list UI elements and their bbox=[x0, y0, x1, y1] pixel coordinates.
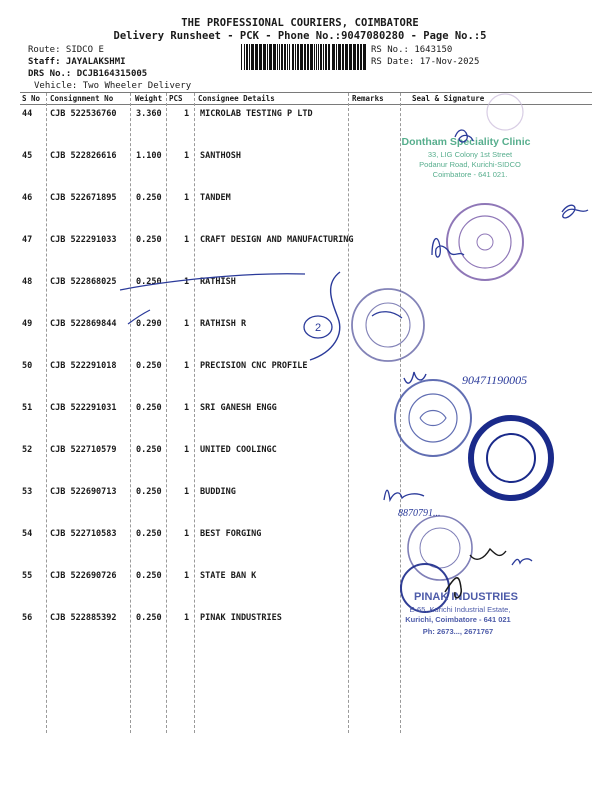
barcode-bar bbox=[328, 44, 330, 70]
barcode-bar bbox=[320, 44, 322, 70]
row-pcs: 1 bbox=[184, 151, 190, 161]
barcode-bar bbox=[284, 44, 286, 70]
barcode-bar bbox=[300, 44, 303, 70]
barcode-bar bbox=[289, 44, 290, 70]
barcode-bar bbox=[263, 44, 266, 70]
barcode-bar bbox=[241, 44, 242, 70]
table-row bbox=[0, 529, 600, 571]
barcode-bar bbox=[318, 44, 319, 70]
barcode-bar bbox=[269, 44, 272, 70]
vehicle-label: Vehicle: Two Wheeler Delivery bbox=[34, 81, 192, 91]
col-header-pcs: PCS bbox=[169, 94, 183, 103]
row-weight: 0.250 bbox=[136, 529, 162, 539]
barcode-bar bbox=[338, 44, 341, 70]
clinic-stamp-addr1: 33, LIG Colony 1st Street bbox=[427, 150, 513, 159]
clinic-stamp-addr2: Podanur Road, Kurichi-SIDCO bbox=[419, 160, 521, 169]
row-pcs: 1 bbox=[184, 235, 190, 245]
barcode-bar bbox=[273, 44, 276, 70]
rs-date: RS Date: 17-Nov-2025 bbox=[371, 57, 480, 67]
pinak-stamp-phone: Ph: 2673..., 2671767 bbox=[422, 627, 494, 636]
row-sno: 48 bbox=[22, 277, 33, 287]
barcode-bar bbox=[314, 44, 315, 70]
barcode-bar bbox=[316, 44, 317, 70]
barcode-bar bbox=[249, 44, 250, 70]
clinic-stamp-addr3: Coimbatore - 641 021. bbox=[432, 170, 508, 179]
barcode-bar bbox=[336, 44, 337, 70]
row-consignment-no: CJB 522291018 bbox=[50, 361, 117, 371]
row-sno: 52 bbox=[22, 445, 33, 455]
table-row bbox=[0, 319, 600, 361]
row-consignee: RATHISH bbox=[200, 277, 236, 287]
row-consignment-no: CJB 522710579 bbox=[50, 445, 117, 455]
row-weight: 3.360 bbox=[136, 109, 162, 119]
row-pcs: 1 bbox=[184, 487, 190, 497]
row-pcs: 1 bbox=[184, 529, 190, 539]
row-pcs: 1 bbox=[184, 613, 190, 623]
row-pcs: 1 bbox=[184, 319, 190, 329]
row-weight: 0.250 bbox=[136, 235, 162, 245]
row-consignee: TANDEM bbox=[200, 193, 231, 203]
barcode-bar bbox=[281, 44, 283, 70]
row-weight: 0.250 bbox=[136, 445, 162, 455]
barcode-bar bbox=[332, 44, 335, 70]
row-sno: 50 bbox=[22, 361, 33, 371]
table-row bbox=[0, 361, 600, 403]
row-consignment-no: CJB 522868025 bbox=[50, 277, 117, 287]
barcode-bar bbox=[310, 44, 313, 70]
row-sno: 45 bbox=[22, 151, 33, 161]
row-weight: 1.100 bbox=[136, 151, 162, 161]
row-sno: 49 bbox=[22, 319, 33, 329]
row-weight: 0.250 bbox=[136, 613, 162, 623]
barcode-bar bbox=[357, 44, 359, 70]
drs-label: DRS No.: DCJB164315005 bbox=[28, 69, 148, 79]
pinak-stamp-addr1: E-65, Kurichi Industrial Estate, bbox=[409, 605, 511, 614]
col-header-consignee: Consignee Details bbox=[198, 94, 275, 103]
row-sno: 51 bbox=[22, 403, 33, 413]
barcode-bar bbox=[345, 44, 348, 70]
barcode-bar bbox=[353, 44, 356, 70]
row-consignee: BUDDING bbox=[200, 487, 236, 497]
row-consignee: PRECISION CNC PROFILE bbox=[200, 361, 308, 371]
col-header-remarks: Remarks bbox=[352, 94, 384, 103]
row-consignment-no: CJB 522291031 bbox=[50, 403, 117, 413]
row-weight: 0.290 bbox=[136, 319, 162, 329]
table-header-rule bbox=[20, 104, 592, 105]
row-pcs: 1 bbox=[184, 445, 190, 455]
row-pcs: 1 bbox=[184, 403, 190, 413]
row-consignment-no: CJB 522291033 bbox=[50, 235, 117, 245]
row-pcs: 1 bbox=[184, 193, 190, 203]
barcode-bar bbox=[349, 44, 352, 70]
row-pcs: 1 bbox=[184, 277, 190, 287]
barcode-bar bbox=[251, 44, 254, 70]
pinak-stamp-name: PINAK INDUSTRIES bbox=[414, 591, 518, 603]
row-sno: 53 bbox=[22, 487, 33, 497]
barcode-bar bbox=[363, 44, 366, 70]
runsheet-subtitle: Delivery Runsheet - PCK - Phone No.:9047080280 - Page No.:5 bbox=[113, 30, 487, 42]
table-row bbox=[0, 235, 600, 277]
route-label: Route: SIDCO E bbox=[28, 45, 104, 55]
barcode-bar bbox=[267, 44, 268, 70]
row-consignee: SRI GANESH ENGG bbox=[200, 403, 277, 413]
row-consignment-no: CJB 522536760 bbox=[50, 109, 117, 119]
barcode-bar bbox=[259, 44, 262, 70]
table-row bbox=[0, 571, 600, 613]
table-row bbox=[0, 445, 600, 487]
table-row bbox=[0, 277, 600, 319]
row-consignment-no: CJB 522690726 bbox=[50, 571, 117, 581]
barcode-bar bbox=[295, 44, 296, 70]
clinic-stamp-name: Dontham Speciality Clinic bbox=[401, 136, 531, 148]
col-header-weight: Weight bbox=[135, 94, 163, 103]
row-consignment-no: CJB 522671895 bbox=[50, 193, 117, 203]
table-row bbox=[0, 403, 600, 445]
row-consignee: PINAK INDUSTRIES bbox=[200, 613, 282, 623]
row-weight: 0.250 bbox=[136, 487, 162, 497]
row-sno: 47 bbox=[22, 235, 33, 245]
barcode bbox=[241, 44, 367, 70]
rs-number: RS No.: 1643150 bbox=[371, 45, 453, 55]
barcode-bar bbox=[304, 44, 306, 70]
row-sno: 44 bbox=[22, 109, 33, 119]
handwritten-phone-50: 90471190005 bbox=[462, 373, 528, 387]
barcode-bar bbox=[244, 44, 245, 70]
barcode-bar bbox=[360, 44, 362, 70]
barcode-bar bbox=[255, 44, 258, 70]
row-weight: 0.250 bbox=[136, 277, 162, 287]
row-weight: 0.250 bbox=[136, 403, 162, 413]
barcode-bar bbox=[292, 44, 294, 70]
table-row bbox=[0, 487, 600, 529]
table-top-rule bbox=[20, 92, 592, 93]
table-row bbox=[0, 109, 600, 151]
company-title: THE PROFESSIONAL COURIERS, COIMBATORE bbox=[181, 17, 419, 29]
barcode-bar bbox=[246, 44, 248, 70]
row-consignee: SANTHOSH bbox=[200, 151, 241, 161]
row-consignment-no: CJB 522690713 bbox=[50, 487, 117, 497]
row-consignee: STATE BAN K bbox=[200, 571, 257, 581]
row-weight: 0.250 bbox=[136, 193, 162, 203]
row-consignment-no: CJB 522710583 bbox=[50, 529, 117, 539]
pinak-stamp-addr2: Kurichi, Coimbatore - 641 021 bbox=[405, 615, 511, 624]
row-consignee: UNITED COOLINGC bbox=[200, 445, 277, 455]
barcode-bar bbox=[325, 44, 327, 70]
handwritten-phone-53: 8870791... bbox=[398, 508, 441, 519]
barcode-bar bbox=[323, 44, 324, 70]
row-weight: 0.250 bbox=[136, 361, 162, 371]
table-row bbox=[0, 193, 600, 235]
table-row bbox=[0, 151, 600, 193]
barcode-bar bbox=[277, 44, 278, 70]
col-header-sno: S No bbox=[22, 94, 41, 103]
row-sno: 55 bbox=[22, 571, 33, 581]
barcode-bar bbox=[297, 44, 299, 70]
handwritten-2: 2 bbox=[314, 322, 322, 334]
row-sno: 54 bbox=[22, 529, 33, 539]
row-consignee: MICROLAB TESTING P LTD bbox=[200, 109, 313, 119]
barcode-bar bbox=[307, 44, 309, 70]
col-header-seal: Seal & Signature bbox=[412, 94, 485, 103]
row-sno: 56 bbox=[22, 613, 33, 623]
col-header-consignment: Consignment No bbox=[50, 94, 114, 103]
row-pcs: 1 bbox=[184, 571, 190, 581]
staff-label: Staff: JAYALAKSHMI bbox=[28, 57, 126, 67]
row-consignment-no: CJB 522826616 bbox=[50, 151, 117, 161]
row-consignment-no: CJB 522869844 bbox=[50, 319, 117, 329]
barcode-bar bbox=[342, 44, 344, 70]
row-weight: 0.250 bbox=[136, 571, 162, 581]
row-sno: 46 bbox=[22, 193, 33, 203]
barcode-bar bbox=[279, 44, 280, 70]
row-pcs: 1 bbox=[184, 361, 190, 371]
row-consignee: RATHISH R bbox=[200, 319, 247, 329]
row-pcs: 1 bbox=[184, 109, 190, 119]
row-consignment-no: CJB 522885392 bbox=[50, 613, 117, 623]
row-consignee: BEST FORGING bbox=[200, 529, 262, 539]
table-row bbox=[0, 613, 600, 655]
barcode-bar bbox=[287, 44, 288, 70]
row-consignee: CRAFT DESIGN AND MANUFACTURING bbox=[200, 235, 354, 245]
